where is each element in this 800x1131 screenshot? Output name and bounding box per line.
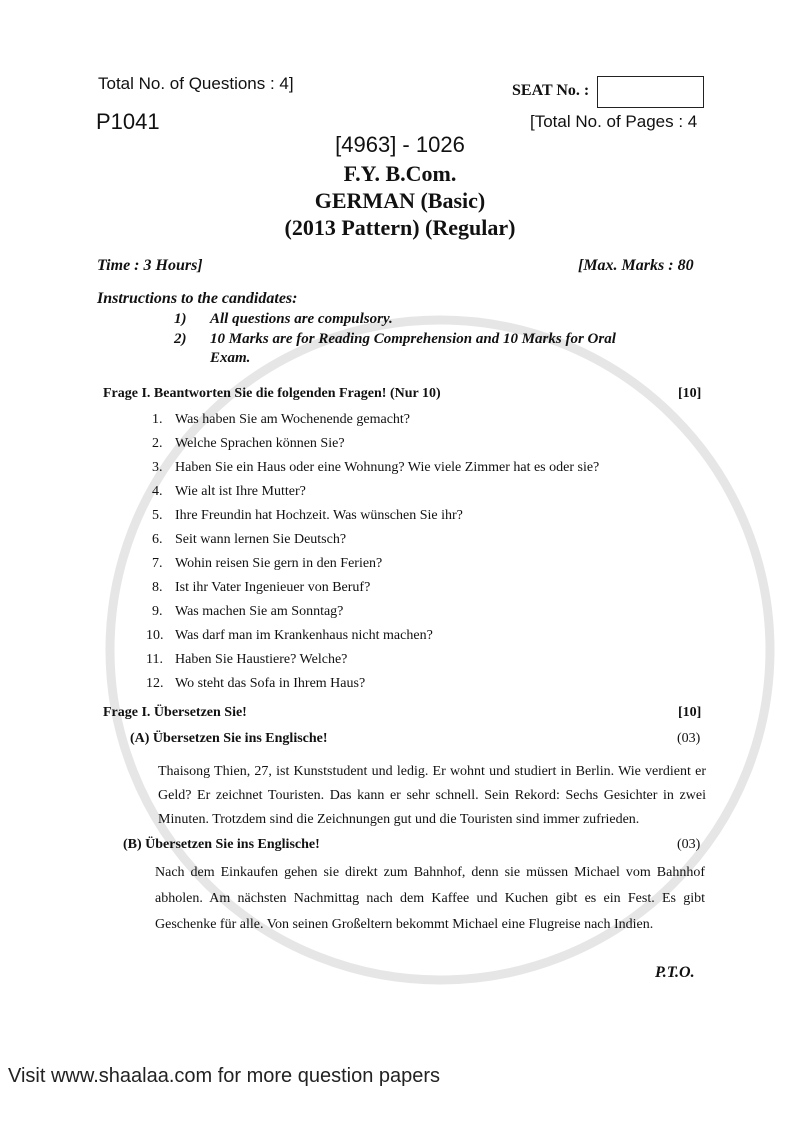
footer-link[interactable]: Visit www.shaalaa.com for more question papers bbox=[8, 1065, 441, 1087]
question-text: Was haben Sie am Wochenende gemacht? bbox=[175, 412, 411, 427]
section-a-text: Thaisong Thien, 27, ist Kunststudent und ledig. Er wohnt und studiert in Berlin. Wie verdient er Geld? Er zeichnet Touristen. Das kann er sehr schnell. Sein Rekord: Sechs Gesichter in zwei Minuten. Trotzdem sind die Zeichnungen gut und die Touristen sind immer zufrieden. bbox=[158, 764, 706, 827]
question-text: Wie alt ist Ihre Mutter? bbox=[175, 484, 306, 499]
question-number: 9. bbox=[152, 604, 163, 619]
question-number: 4. bbox=[152, 484, 163, 499]
section-a-title: (A) Übersetzen Sie ins Englische! bbox=[130, 731, 328, 746]
instruction-text-cont: Exam. bbox=[210, 350, 251, 366]
question-text: Ihre Freundin hat Hochzeit. Was wünschen Sie ihr? bbox=[175, 508, 463, 523]
section-a-marks: (03) bbox=[677, 731, 701, 746]
max-marks: [Max. Marks : 80 bbox=[578, 257, 694, 274]
instruction-text: 10 Marks are for Reading Comprehension and 10 Marks for Oral bbox=[210, 331, 616, 347]
question-number: 5. bbox=[152, 508, 163, 523]
question-number: 7. bbox=[152, 556, 163, 571]
question-text: Haben Sie ein Haus oder eine Wohnung? Wie viele Zimmer hat es oder sie? bbox=[175, 460, 600, 475]
instruction-num: 1) bbox=[174, 311, 187, 327]
question-text: Wohin reisen Sie gern in den Ferien? bbox=[175, 556, 383, 571]
question-text: Haben Sie Haustiere? Welche? bbox=[175, 652, 348, 667]
question-text: Ist ihr Vater Ingenieuer von Beruf? bbox=[175, 580, 371, 595]
question-number: 12. bbox=[146, 676, 164, 691]
total-questions: Total No. of Questions : 4] bbox=[98, 74, 294, 93]
pto-label: P.T.O. bbox=[655, 964, 695, 981]
question-text: Was darf man im Krankenhaus nicht machen? bbox=[175, 628, 433, 643]
frage2-marks: [10] bbox=[678, 705, 702, 720]
question-text: Was machen Sie am Sonntag? bbox=[175, 604, 344, 619]
frage1-marks: [10] bbox=[678, 386, 702, 401]
frage2-title: Frage I. Übersetzen Sie! bbox=[103, 705, 247, 720]
course-title: F.Y. B.Com. bbox=[343, 161, 457, 186]
section-b-text: Nach dem Einkaufen gehen sie direkt zum Bahnhof, denn sie müssen Michael vom Bahnhof abholen. Am nächsten Nachmittag nach dem Kaffee und Kuchen gibt es ein Fest. Es gibt Geschenke für alle. Von seinen Großeltern bekommt Michael eine Flugreise nach Indien. bbox=[155, 865, 705, 932]
seat-no-label: SEAT No. : bbox=[512, 82, 590, 99]
instructions-title: Instructions to the candidates: bbox=[97, 290, 298, 307]
total-pages: [Total No. of Pages : 4 bbox=[530, 112, 698, 131]
exam-code: [4963] - 1026 bbox=[335, 132, 465, 157]
question-number: 6. bbox=[152, 532, 163, 547]
instruction-text: All questions are compulsory. bbox=[210, 311, 393, 327]
time-label: Time : 3 Hours] bbox=[97, 257, 203, 274]
seat-no-box[interactable] bbox=[597, 76, 704, 108]
question-number: 2. bbox=[152, 436, 163, 451]
instruction-num: 2) bbox=[174, 331, 187, 347]
frage2-section bbox=[0, 702, 800, 988]
question-text: Wo steht das Sofa in Ihrem Haus? bbox=[175, 676, 366, 691]
frage1-title: Frage I. Beantworten Sie die folgenden Fragen! (Nur 10) bbox=[103, 386, 441, 401]
section-b-title: (B) Übersetzen Sie ins Englische! bbox=[123, 837, 320, 852]
subject-title: GERMAN (Basic) bbox=[314, 188, 486, 213]
paper-code: P1041 bbox=[96, 109, 160, 134]
section-b-marks: (03) bbox=[677, 837, 701, 852]
pattern-title: (2013 Pattern) (Regular) bbox=[284, 215, 516, 240]
question-number: 1. bbox=[152, 412, 163, 427]
question-number: 11. bbox=[146, 652, 163, 667]
question-number: 8. bbox=[152, 580, 163, 595]
question-number: 3. bbox=[152, 460, 163, 475]
question-number: 10. bbox=[146, 628, 164, 643]
question-text: Seit wann lernen Sie Deutsch? bbox=[175, 532, 347, 547]
question-text: Welche Sprachen können Sie? bbox=[175, 436, 345, 451]
